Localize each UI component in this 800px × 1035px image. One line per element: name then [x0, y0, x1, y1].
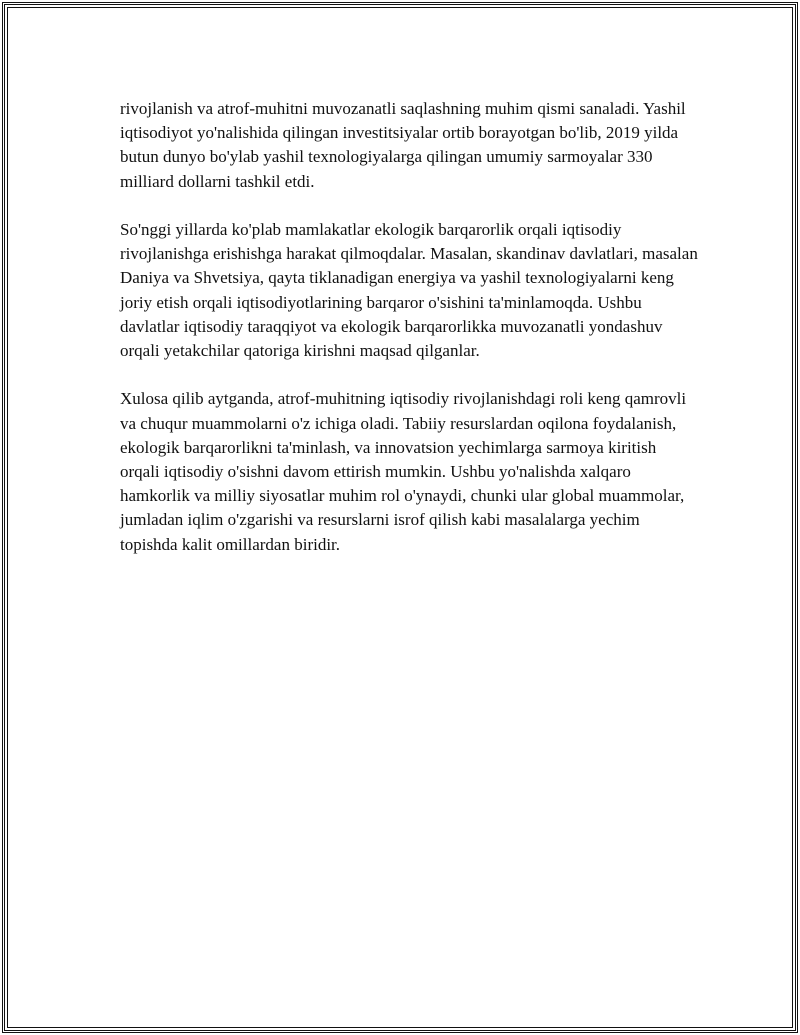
paragraph-2: So'nggi yillarda ko'plab mamlakatlar ekologik barqarorlik orqali iqtisodiy rivojlanishga erishishga harakat qilmoqdalar. Masalan, skandinav davlatlari, masalan Daniya va Shvetsiya, qayta tiklanadigan energiya va yashil texnologiyalarni keng joriy etish orqali iqtisodiyotlarining barqaror o'sishini ta'minlamoqda. Ushbu davlatlar iqtisodiy taraqqiyot va ekologik barqarorlikka muvozanatli yondashuv orqali yetakchilar qatoriga kirishni maqsad qilganlar.	[120, 220, 698, 361]
paragraph-1: rivojlanish va atrof-muhitni muvozanatli saqlashning muhim qismi sanaladi. Yashil iqtisodiyot yo'nalishida qilingan investitsiyalar ortib borayotgan bo'lib, 2019 yilda butun dunyo bo'ylab yashil texnologiyalarga qilingan umumiy sarmoyalar 330 milliard dollarni tashkil etdi.	[120, 99, 686, 191]
document-page	[2, 2, 798, 1033]
document-body	[120, 97, 700, 581]
paragraph-3: Xulosa qilib aytganda, atrof-muhitning iqtisodiy rivojlanishdagi roli keng qamrovli va chuqur muammolarni o'z ichiga oladi. Tabiiy resurslardan oqilona foydalanish, ekologik barqarorlikni ta'minlash, va innovatsion yechimlarga sarmoya kiritish orqali iqtisodiy o'sishni davom ettirish mumkin. Ushbu yo'nalishda xalqaro hamkorlik va milliy siyosatlar muhim rol o'ynaydi, chunki ular global muammolar, jumladan iqlim o'zgarishi va resurslarni isrof qilish kabi masalalarga yechim topishda kalit omillardan biridir.	[120, 389, 687, 554]
